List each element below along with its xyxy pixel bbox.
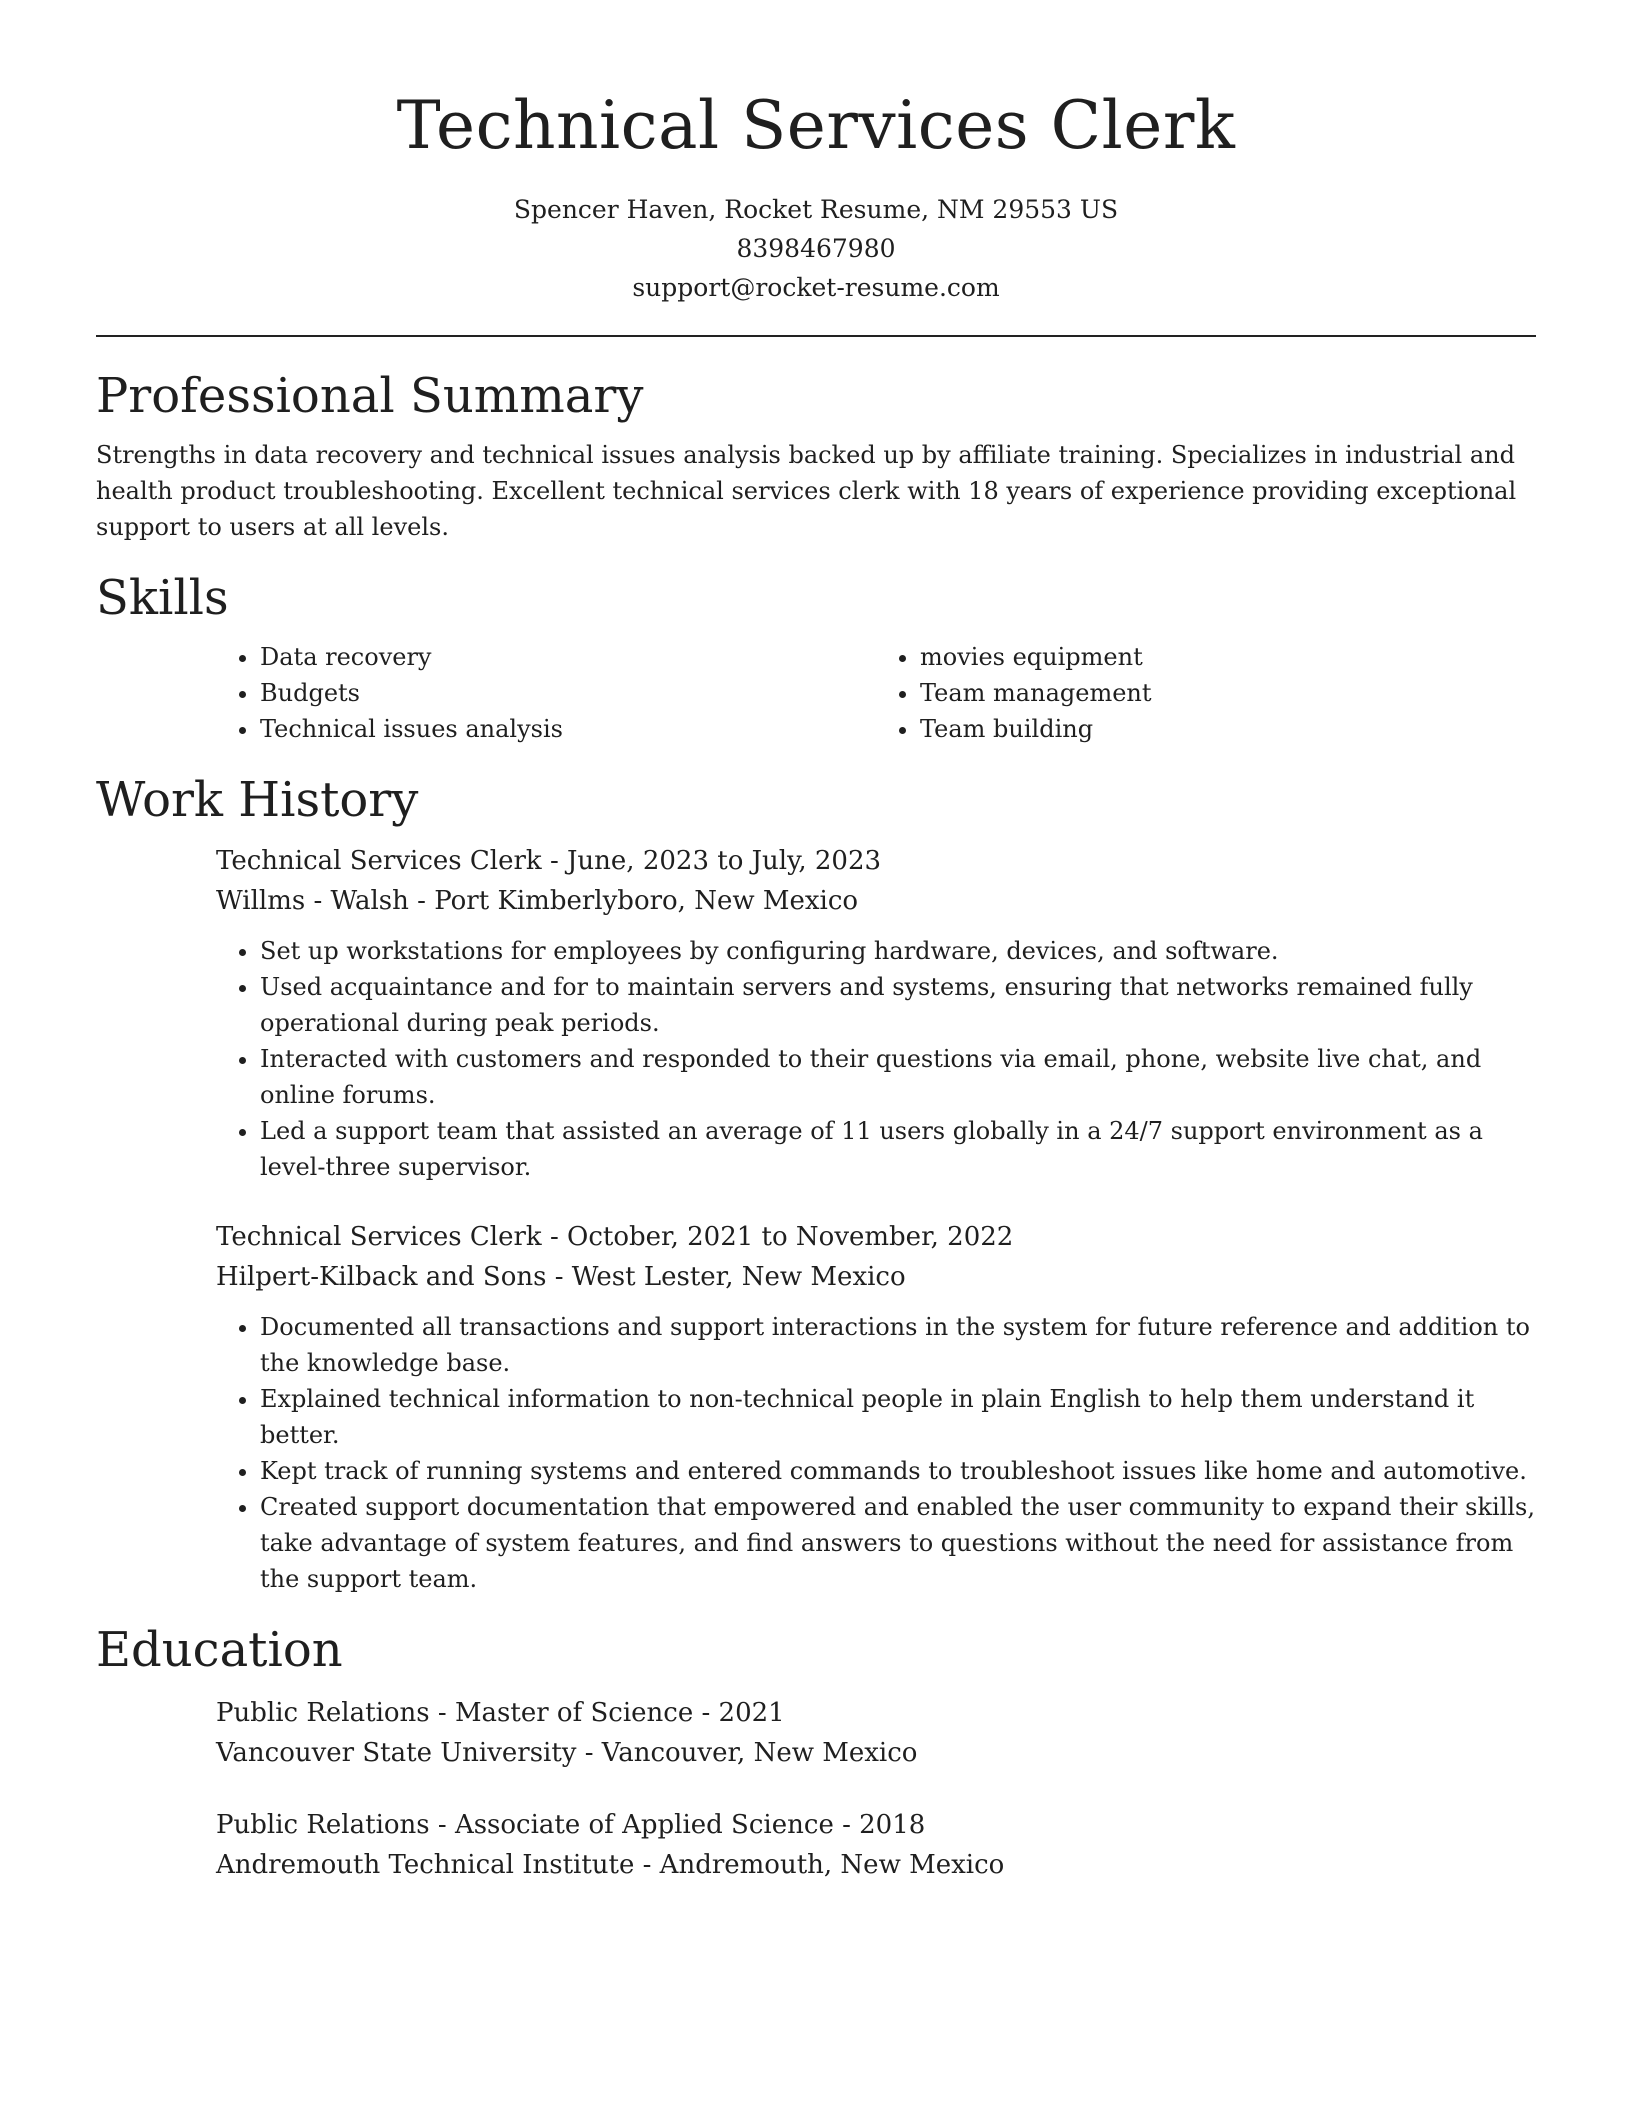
job-entry <box>216 1217 1536 1597</box>
header-divider <box>96 335 1536 337</box>
job-bullet: • Kept track of running systems and entered commands to troubleshoot issues like home and automotive. <box>260 1453 1536 1489</box>
job-role-dates: Technical Services Clerk - June, 2023 to July, 2023 <box>216 846 882 876</box>
job-bullet: • Documented all transactions and support interactions in the system for future reference and addition to the knowledge base. <box>260 1309 1536 1381</box>
education-school: Vancouver State University - Vancouver, New Mexico <box>216 1738 918 1768</box>
contact-email: support@rocket-resume.com <box>632 273 1000 302</box>
job-entry <box>216 841 1536 1185</box>
job-company-location: Hilpert-Kilback and Sons - West Lester, New Mexico <box>216 1262 906 1292</box>
skills-column-right <box>876 639 1536 747</box>
skill-item: • Budgets <box>260 675 876 711</box>
resume-header <box>96 0 1536 307</box>
contact-phone: 8398467980 <box>736 234 896 263</box>
education-school: Andremouth Technical Institute - Andremouth, New Mexico <box>216 1850 1005 1880</box>
job-bullets <box>216 1309 1536 1597</box>
job-bullet: • Set up workstations for employees by configuring hardware, devices, and software. <box>260 933 1536 969</box>
summary-heading: Professional Summary <box>96 368 644 424</box>
skill-item: • Team building <box>920 711 1536 747</box>
summary-text: Strengths in data recovery and technical issues analysis backed up by affiliate training. Specializes in industrial and health product troubleshooting. Excellent technical services clerk with 18 years of experience providing exceptional support to users at all levels. <box>96 441 1517 541</box>
job-bullet: • Interacted with customers and responded to their questions via email, phone, website live chat, and online forums. <box>260 1041 1536 1113</box>
skills-heading: Skills <box>96 570 229 626</box>
skill-item: • Team management <box>920 675 1536 711</box>
skill-item: • Data recovery <box>260 639 876 675</box>
skills-list <box>216 639 1536 747</box>
job-role-dates: Technical Services Clerk - October, 2021 to November, 2022 <box>216 1222 1014 1252</box>
contact-block <box>96 190 1536 307</box>
skill-item: • Technical issues analysis <box>260 711 876 747</box>
education-degree: Public Relations - Associate of Applied Science - 2018 <box>216 1810 926 1840</box>
education-heading: Education <box>96 1622 343 1678</box>
candidate-name: Technical Services Clerk <box>396 87 1236 164</box>
education-entry <box>216 1805 1536 1885</box>
work-history-heading: Work History <box>96 772 419 828</box>
education-degree: Public Relations - Master of Science - 2021 <box>216 1698 785 1728</box>
education-entry <box>216 1693 1536 1773</box>
contact-address: Spencer Haven, Rocket Resume, NM 29553 US <box>513 195 1119 224</box>
skills-column-left <box>216 639 876 747</box>
job-company-location: Willms - Walsh - Port Kimberlyboro, New Mexico <box>216 886 859 916</box>
skill-item: • movies equipment <box>920 639 1536 675</box>
job-bullet: • Explained technical information to non-technical people in plain English to help them understand it better. <box>260 1381 1536 1453</box>
job-bullet: • Used acquaintance and for to maintain servers and systems, ensuring that networks remained fully operational during peak periods. <box>260 969 1536 1041</box>
job-bullet: • Created support documentation that empowered and enabled the user community to expand their skills, take advantage of system features, and find answers to questions without the need for assistance from the support team. <box>260 1489 1536 1597</box>
job-bullets <box>216 933 1536 1185</box>
job-bullet: • Led a support team that assisted an average of 11 users globally in a 24/7 support environment as a level-three supervisor. <box>260 1113 1536 1185</box>
